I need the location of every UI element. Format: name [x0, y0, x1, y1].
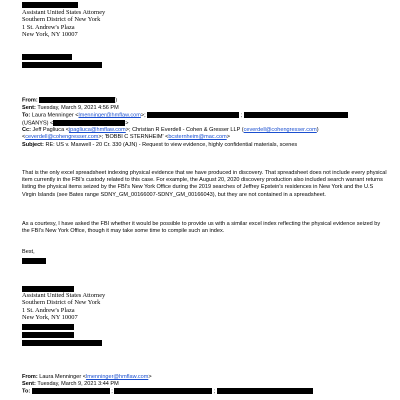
sent-row: Sent: Tuesday, March 9, 2021 4:56 PM: [22, 104, 119, 111]
signature-line: Southern District of New York: [22, 299, 101, 307]
signature-block-1: [22, 9, 105, 39]
redaction: [22, 62, 102, 68]
email-body-paragraph: That is the only excel spreadsheet indexing physical evidence that we have produced in discovery. That spreadsheet does not include every physical item currently in the FBI's custody related to this case. For example, the August 20, 2020 discovery production also included search warrant returns listing the physical items seized by the FBI's New York Office during the 2019 searches of Jeffrey Epstein's residences in New York and the U.S Virgin Islands (see Bates range SDNY_GM_00166007-SDNY_GM_00166043), but they are not contained in a spreadsheet.: [22, 170, 387, 198]
to-row: To: ; ;: [22, 388, 392, 396]
cc-row-continued: <ceverdell@cohengresser.com>; 'BOBBI C STERNHEIM' <bcsternheim@mac.com>: [22, 134, 230, 141]
redaction: [22, 258, 46, 264]
email-link[interactable]: bcsternheim@mac.com: [168, 134, 227, 141]
to-row: To: Laura Menninger <lmenninger@hmflaw.com>; ;: [22, 112, 392, 120]
email-link[interactable]: ceverdell@cohengresser.com: [243, 127, 317, 134]
cc-row: Cc: Jeff Pagliuca <jpagliuca@hmflaw.com>; Christian R Everdell - Cohen & Gresser LLP (ceverdell@cohengresser.com): [22, 127, 319, 134]
signature-line: New York, NY 10007: [22, 31, 78, 39]
redaction: [147, 112, 239, 118]
redaction: [53, 120, 125, 126]
to-row-continued: (USANYS) < >: [22, 120, 129, 127]
redaction: [217, 388, 313, 394]
from-row: From: Laura Menninger <lmenninger@hmflaw.com>: [22, 374, 152, 380]
redaction: [22, 324, 74, 330]
redaction: [244, 112, 348, 118]
email-link[interactable]: lmenninger@hmflaw.com: [78, 112, 141, 119]
redaction: [114, 388, 212, 394]
subject-row: Subject: RE: US v. Maxwell - 20 Cr. 330 (AJN) - Request to view evidence, highly confidential materials, scenes: [22, 141, 298, 148]
redaction: [22, 340, 102, 346]
email-body-paragraph: As a courtesy, I have asked the FBI whether it would be possible to provide us with a similar excel index reflecting the physical evidence seized by the FBI's New York Office, though it may take some time to compile such an index.: [22, 221, 381, 235]
redaction: [22, 2, 78, 8]
signature-line: 1 St. Andrew's Plaza: [22, 306, 75, 314]
email-header-1: [22, 97, 392, 149]
signature-line: New York, NY 10007: [22, 314, 78, 322]
signature-line: Assistant United States Attorney: [22, 9, 106, 16]
redaction: [22, 332, 74, 338]
from-row: From: ): [22, 97, 118, 104]
sent-row: Sent: Tuesday, March 9, 2021 3:44 PM: [22, 381, 119, 388]
redaction: [39, 97, 115, 103]
email-closing: Best,: [22, 249, 35, 255]
email-link[interactable]: jpagliuca@hmflaw.com: [68, 127, 126, 134]
email-link[interactable]: lmenninger@hmflaw.com: [85, 374, 149, 380]
signature-line: Southern District of New York: [22, 16, 101, 24]
signature-line: 1 St. Andrew's Plaza: [22, 23, 75, 31]
signature-line: Assistant United States Attorney: [22, 292, 106, 299]
redaction: [22, 54, 72, 60]
redaction: [32, 388, 110, 394]
email-link[interactable]: ceverdell@cohengresser.com: [25, 134, 99, 141]
email-header-2: [22, 374, 392, 396]
signature-block-2: [22, 292, 105, 322]
